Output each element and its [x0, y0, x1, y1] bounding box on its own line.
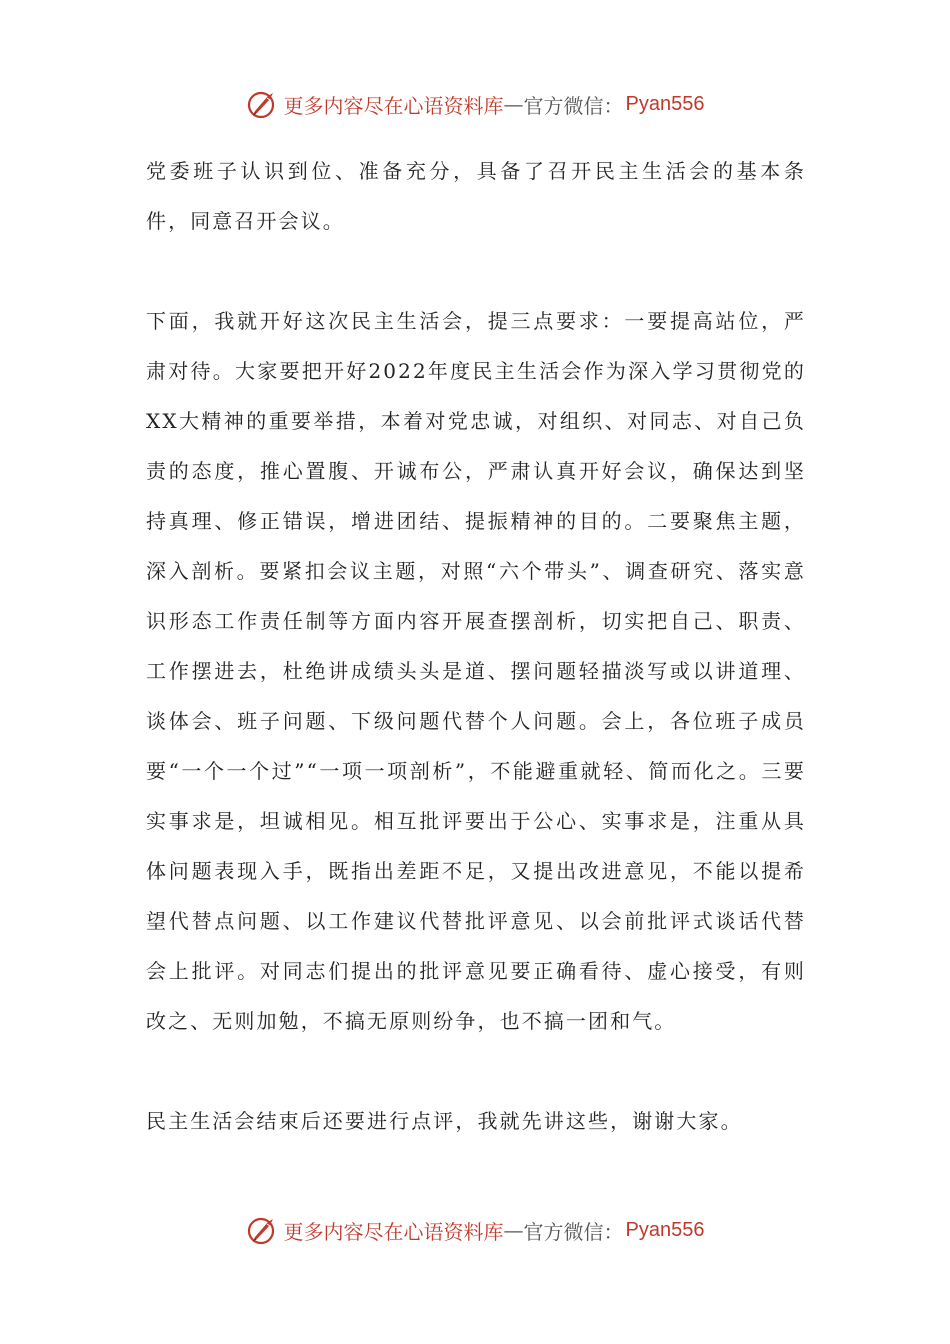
paragraph-gap: [146, 246, 806, 296]
banner-wechat-handle: Pyan556: [625, 1218, 705, 1241]
paragraph-3: 民主生活会结束后还要进行点评，我就先讲这些，谢谢大家。: [146, 1109, 743, 1133]
footer-watermark-banner: [0, 1210, 950, 1250]
banner-dash: —: [503, 1218, 524, 1242]
banner-brand-text: 更多内容尽在心语资料库: [283, 93, 504, 118]
banner-official-label: 官方微信：: [523, 93, 624, 118]
banner-dash: —: [503, 92, 524, 116]
banner-official-label: 官方微信：: [523, 1219, 624, 1244]
pen-nib-logo-icon: [246, 1213, 280, 1247]
banner-brand-text: 更多内容尽在心语资料库: [283, 1219, 504, 1244]
paragraph-gap: [146, 1046, 806, 1096]
paragraph-2: 下面，我就开好这次民主生活会，提三点要求：一要提高站位，严肃对待。大家要把开好2022年度民主生活会作为深入学习贯彻党的XX大精神的重要举措，本着对党忠诚，对组织、对同志、对自己负责的态度，推心置腹、开诚布公，严肃认真开好会议，确保达到坚持真理、修正错误，增进团结、提振精神的目的。二要聚焦主题，深入剖析。要紧扣会议主题，对照“六个带头”、调查研究、落实意识形态工作责任制等方面内容开展查摆剖析，切实把自己、职责、工作摆进去，杜绝讲成绩头头是道、摆问题轻描淡写或以讲道理、谈体会、班子问题、下级问题代替个人问题。会上，各位班子成员要“一个一个过”“一项一项剖析”，不能避重就轻、简而化之。三要实事求是，坦诚相见。相互批评要出于公心、实事求是，注重从具体问题表现入手，既指出差距不足，又提出改进意见，不能以提希望代替点问题、以工作建议代替批评意见、以会前批评式谈话代替会上批评。对同志们提出的批评意见要正确看待、虚心接受，有则改之、无则加勉，不搞无原则纷争，也不搞一团和气。: [146, 309, 806, 1033]
document-body: [146, 146, 806, 1146]
header-watermark-banner: [0, 84, 950, 124]
pen-nib-logo-icon: [246, 87, 280, 121]
paragraph-1: 党委班子认识到位、准备充分，具备了召开民主生活会的基本条件，同意召开会议。: [146, 159, 806, 233]
banner-wechat-handle: Pyan556: [625, 92, 705, 115]
